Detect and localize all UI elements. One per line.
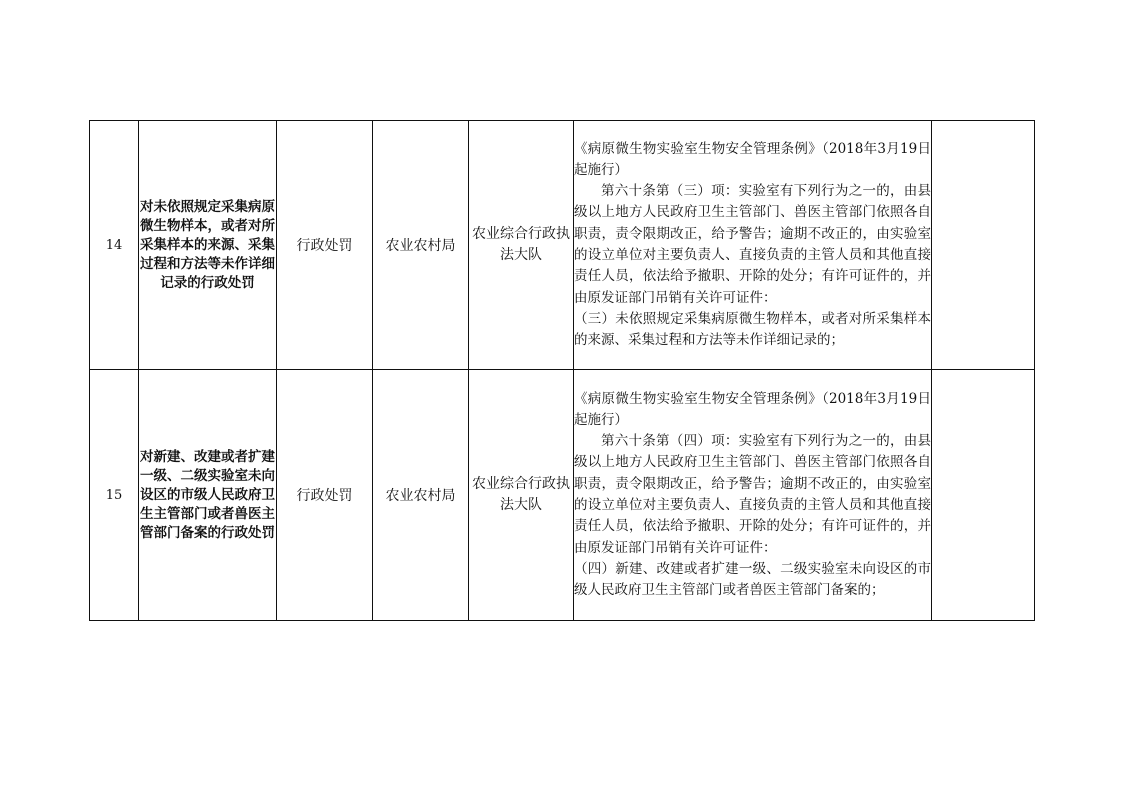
- row-number: 14: [90, 121, 139, 370]
- executing-unit: 农业综合行政执法大队: [469, 121, 574, 370]
- extra-cell: [932, 370, 1035, 621]
- department: 农业农村局: [373, 370, 469, 621]
- basis-clause: （三）未依照规定采集病原微生物样本，或者对所采集样本的来源、采集过程和方法等未作详细记录的；: [574, 310, 931, 349]
- penalty-items-table: [89, 120, 1035, 621]
- basis-clause: （四）新建、改建或者扩建一级、二级实验室未向设区的市级人民政府卫生主管部门或者兽医主管部门备案的；: [574, 560, 931, 599]
- executing-unit: 农业综合行政执法大队: [469, 370, 574, 621]
- item-name: 对新建、改建或者扩建一级、二级实验室未向设区的市级人民政府卫生主管部门或者兽医主管部门备案的行政处罚: [139, 370, 277, 621]
- legal-basis: [574, 370, 932, 621]
- basis-source: 《病原微生物实验室生物安全管理条例》（2018年3月19日起施行）: [574, 140, 931, 178]
- basis-source: 《病原微生物实验室生物安全管理条例》（2018年3月19日起施行）: [574, 390, 931, 428]
- basis-article: 第六十条第（三）项：实验室有下列行为之一的，由县级以上地方人民政府卫生主管部门、兽医主管部门依照各自职责，责令限期改正，给予警告；逾期不改正的，由实验室的设立单位对主要负责人、直接负责的主管人员和其他直接责任人员，依法给予撤职、开除的处分；有许可证件的，并由原发证部门吊销有关许可证件：: [574, 183, 931, 306]
- table-row: [90, 370, 1035, 621]
- department: 农业农村局: [373, 121, 469, 370]
- basis-article: 第六十条第（四）项：实验室有下列行为之一的，由县级以上地方人民政府卫生主管部门、兽医主管部门依照各自职责，责令限期改正，给予警告；逾期不改正的，由实验室的设立单位对主要负责人、直接负责的主管人员和其他直接责任人员，依法给予撤职、开除的处分；有许可证件的，并由原发证部门吊销有关许可证件：: [574, 433, 931, 556]
- table-row: [90, 121, 1035, 370]
- power-type: 行政处罚: [277, 121, 373, 370]
- row-number: 15: [90, 370, 139, 621]
- legal-basis: [574, 121, 932, 370]
- item-name: 对未依照规定采集病原微生物样本，或者对所采集样本的来源、采集过程和方法等未作详细记录的行政处罚: [139, 121, 277, 370]
- power-type: 行政处罚: [277, 370, 373, 621]
- extra-cell: [932, 121, 1035, 370]
